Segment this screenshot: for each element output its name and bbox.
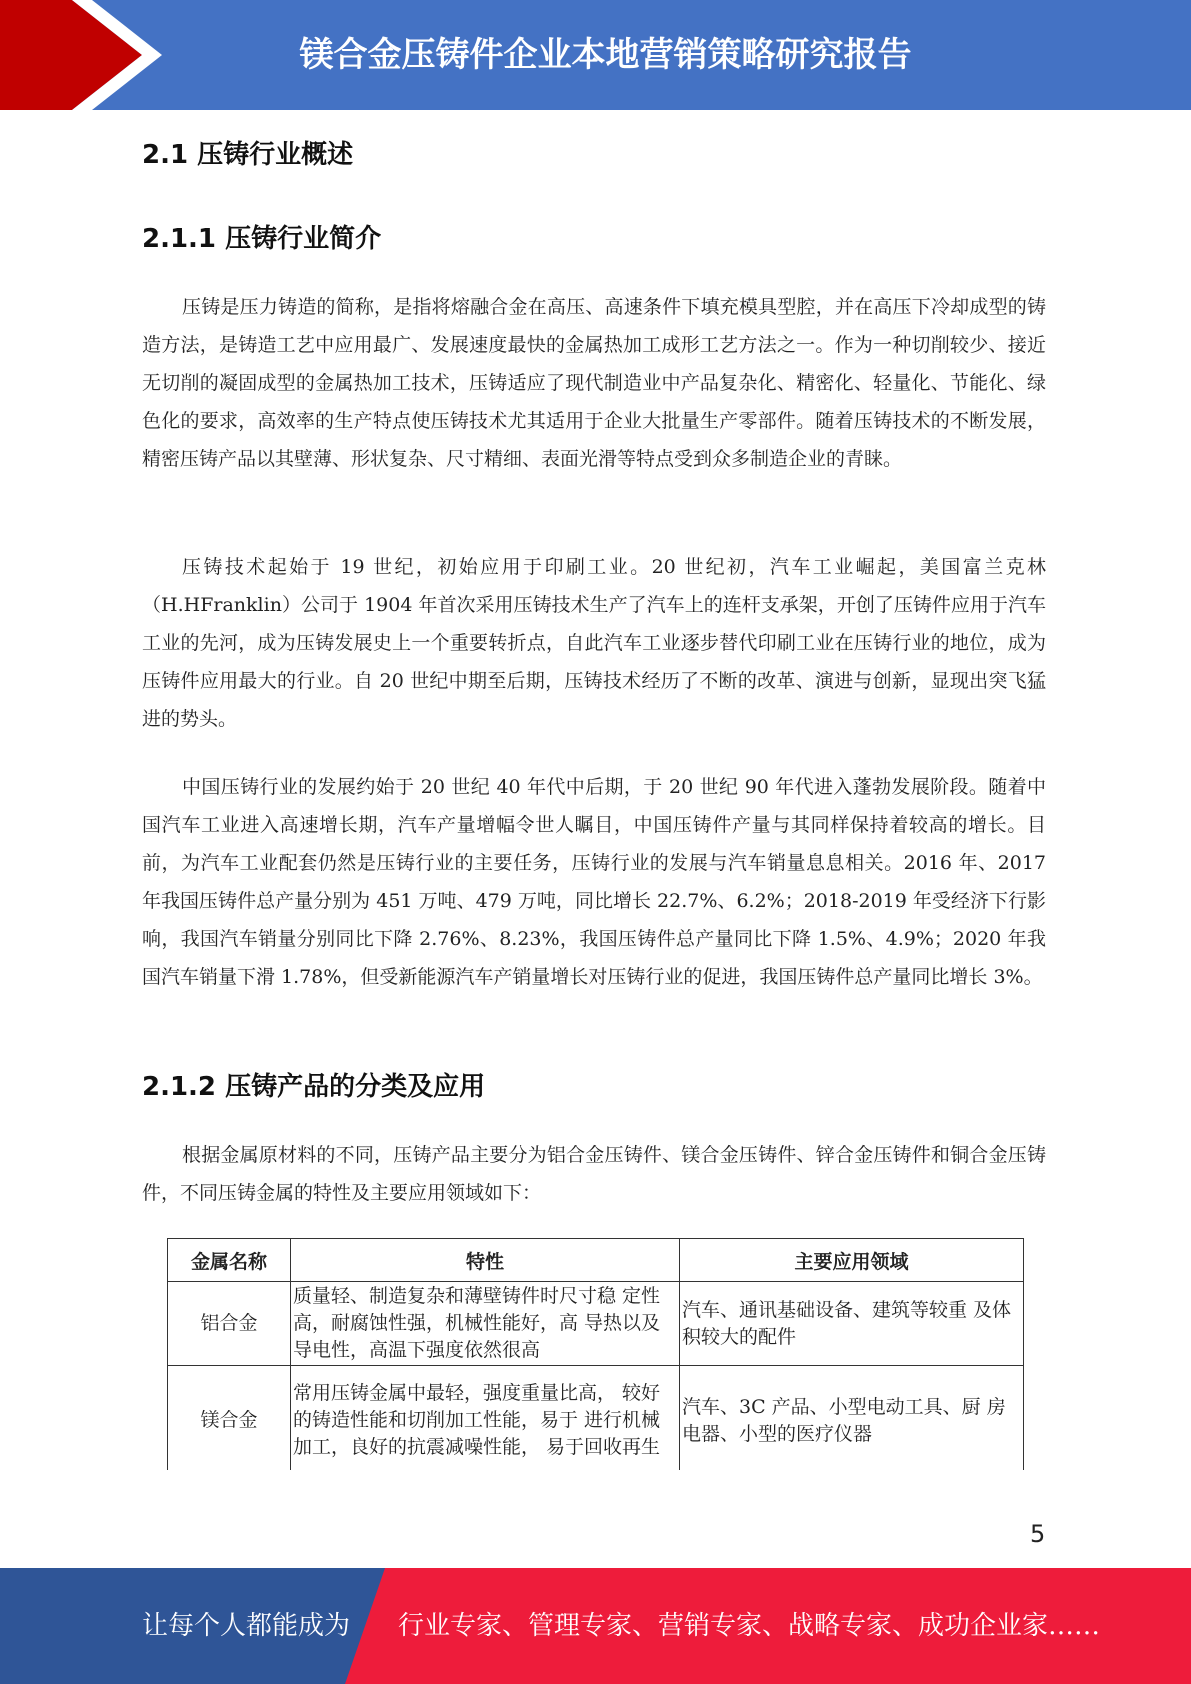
paragraph-classification: 根据金属原材料的不同，压铸产品主要分为铝合金压铸件、镁合金压铸件、锌合金压铸件和铜合金压铸件，不同压铸金属的特性及主要应用领域如下：	[142, 1144, 1046, 1204]
report-title: 镁合金压铸件企业本地营销策略研究报告	[299, 35, 912, 75]
table-row	[168, 1366, 1024, 1476]
page-number: 5	[1030, 1520, 1046, 1548]
column-header-traits: 特性	[291, 1239, 680, 1282]
table-row	[168, 1282, 1024, 1366]
paragraph-die-casting-history: 压铸技术起始于 19 世纪，初始应用于印刷工业。20 世纪初，汽车工业崛起，美国富兰克林（H.HFranklin）公司于 1904 年首次采用压铸技术生产了汽车上的连杆支承架，开创了压铸件应用于汽车工业的先河，成为压铸发展史上一个重要转折点，自此汽车工业逐步替代印刷工业在压铸行业的地位，成为压铸件应用最大的行业。自 20 世纪中期至后期，压铸技术经历了不断的改革、演进与创新，显现出突飞猛进的势头。	[142, 556, 1046, 730]
paragraph-china-industry: 中国压铸行业的发展约始于 20 世纪 40 年代中后期，于 20 世纪 90 年代进入蓬勃发展阶段。随着中国汽车工业进入高速增长期，汽车产量增幅令世人瞩目，中国压铸件产量与其同样保持着较高的增长。目前，为汽车工业配套仍然是压铸行业的主要任务，压铸行业的发展与汽车销量息息相关。2016 年、2017 年我国压铸件总产量分别为 451 万吨、479 万吨，同比增长 22.7%、6.2%；2018-2019 年受经济下行影响，我国汽车销量分别同比下降 2.76%、8.23%，我国压铸件总产量同比下降 1.5%、4.9%；2020 年我国汽车销量下滑 1.78%，但受新能源汽车产销量增长对压铸行业的促进，我国压铸件总产量同比增长 3%。	[142, 776, 1046, 988]
section-heading-2-1-2: 2.1.2 压铸产品的分类及应用	[142, 1072, 486, 1102]
page-footer	[0, 1568, 1191, 1684]
section-heading-2-1-1: 2.1.1 压铸行业简介	[142, 224, 382, 254]
uses-cell: 汽车、3C 产品、小型电动工具、厨 房电器、小型的医疗仪器	[680, 1366, 1024, 1476]
section-heading-2-1: 2.1 压铸行业概述	[142, 140, 354, 170]
footer-slogan-left: 让每个人都能成为	[142, 1611, 351, 1641]
paragraph-die-casting-intro: 压铸是压力铸造的简称，是指将熔融合金在高压、高速条件下填充模具型腔，并在高压下冷却成型的铸造方法，是铸造工艺中应用最广、发展速度最快的金属热加工成形工艺方法之一。作为一种切削较少、接近无切削的凝固成型的金属热加工技术，压铸适应了现代制造业中产品复杂化、精密化、轻量化、节能化、绿色化的要求，高效率的生产特点使压铸技术尤其适用于企业大批量生产零部件。随着压铸技术的不断发展，精密压铸产品以其壁薄、形状复杂、尺寸精细、表面光滑等特点受到众多制造企业的青睐。	[142, 296, 1046, 470]
traits-cell: 质量轻、制造复杂和薄壁铸件时尺寸稳 定性高，耐腐蚀性强，机械性能好，高 导热以及导电性，高温下强度依然很高	[291, 1282, 680, 1366]
page-header	[0, 0, 1191, 110]
metal-name-cell: 镁合金	[168, 1366, 291, 1476]
metal-name-cell: 铝合金	[168, 1282, 291, 1366]
footer-slogan-right: 行业专家、管理专家、营销专家、战略专家、成功企业家……	[398, 1611, 1101, 1641]
metal-properties-table	[167, 1238, 1024, 1476]
column-header-uses: 主要应用领域	[680, 1239, 1024, 1282]
column-header-metal: 金属名称	[168, 1239, 291, 1282]
table-page-break-mask	[160, 1470, 1040, 1510]
traits-cell: 常用压铸金属中最轻，强度重量比高， 较好的铸造性能和切削加工性能，易于 进行机械加工，良好的抗震减噪性能， 易于回收再生	[291, 1366, 680, 1476]
uses-cell: 汽车、通讯基础设备、建筑等较重 及体积较大的配件	[680, 1282, 1024, 1366]
table-header-row	[168, 1239, 1024, 1282]
